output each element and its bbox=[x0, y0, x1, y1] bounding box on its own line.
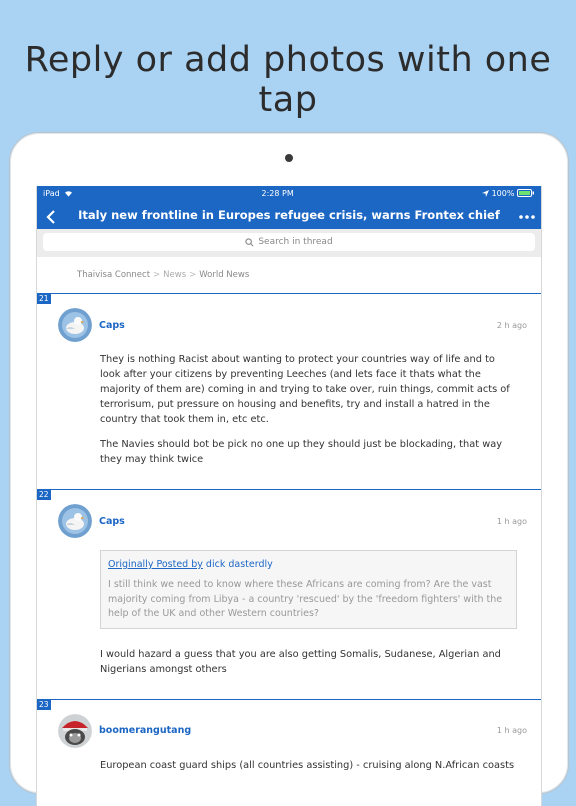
post-time: 1 h ago bbox=[496, 726, 527, 735]
app-screen bbox=[36, 186, 542, 806]
post-paragraph: The Navies should bot be pick no one up they should just be blockading, that way they may think twice bbox=[100, 439, 503, 465]
search-placeholder: Search in thread bbox=[258, 237, 333, 247]
breadcrumb-section[interactable]: World News bbox=[199, 270, 250, 280]
promo-headline: Reply or add photos with one tap bbox=[24, 40, 552, 120]
quote-author[interactable]: dick dasterdly bbox=[205, 559, 273, 570]
quote-block bbox=[100, 550, 517, 629]
post-header bbox=[37, 294, 541, 342]
avatar[interactable] bbox=[58, 714, 92, 748]
post-username[interactable]: Caps bbox=[99, 319, 125, 331]
quote-header bbox=[108, 557, 509, 572]
thread-title: Italy new frontline in Europes refugee crisis, warns Frontex chief bbox=[78, 208, 500, 222]
avatar[interactable] bbox=[58, 308, 92, 342]
post-paragraph: They is nothing Racist about wanting to protect your countries way of life and to look after your citizens by preventing Leeches (and lets face it thats what the majority of them are) coming in and trying to take over, ruin things, commit acts of terrorisum, put pressure on housing and benefits, try and install a hatred in the country that took them in, etc etc. bbox=[100, 354, 510, 425]
camera-dot bbox=[285, 154, 293, 162]
breadcrumb-news[interactable]: News bbox=[163, 270, 187, 280]
post-header bbox=[37, 700, 541, 748]
post-number: 21 bbox=[39, 294, 49, 303]
post-paragraph: European coast guard ships (all countries assisting) - cruising along N.African coasts bbox=[100, 759, 515, 771]
search-input[interactable] bbox=[43, 233, 535, 251]
breadcrumb bbox=[37, 257, 541, 293]
post-body bbox=[37, 342, 541, 489]
avatar[interactable] bbox=[58, 504, 92, 538]
status-right bbox=[482, 189, 535, 198]
search-icon bbox=[245, 238, 254, 247]
post bbox=[37, 293, 541, 489]
post bbox=[37, 489, 541, 699]
orangutan-avatar-icon bbox=[58, 714, 92, 748]
device-label: iPad bbox=[43, 189, 60, 198]
post-number: 22 bbox=[39, 490, 49, 499]
post bbox=[37, 699, 541, 795]
post-header bbox=[37, 490, 541, 538]
post-time: 1 h ago bbox=[496, 516, 527, 526]
more-options-button[interactable] bbox=[513, 207, 541, 223]
breadcrumb-separator: > bbox=[189, 270, 197, 280]
chevron-left-icon bbox=[46, 210, 56, 224]
post-username[interactable]: boomerangutang bbox=[99, 725, 192, 736]
back-button[interactable] bbox=[37, 201, 65, 229]
more-dots-icon bbox=[519, 215, 535, 219]
post-time: 2 h ago bbox=[496, 320, 527, 330]
ipad-frame bbox=[9, 132, 569, 794]
post-username[interactable]: Caps bbox=[99, 515, 125, 527]
battery-icon bbox=[517, 189, 535, 197]
post-body bbox=[37, 538, 541, 699]
location-arrow-icon bbox=[482, 190, 489, 197]
post-number: 23 bbox=[39, 699, 49, 709]
nav-bar bbox=[37, 201, 541, 229]
quote-text: I still think we need to know where these Africans are coming from? Are the vast majority coming from Libya - a country 'rescued' by the 'freedom fighters' with the help of the UK and other Western countries? bbox=[108, 579, 503, 619]
status-left bbox=[43, 189, 73, 198]
status-bar bbox=[37, 186, 541, 201]
quote-prefix-link[interactable]: Originally Posted by bbox=[108, 559, 203, 570]
battery-percent: 100% bbox=[491, 189, 515, 198]
post-body bbox=[37, 748, 541, 795]
breadcrumb-root[interactable]: Thaivisa Connect bbox=[77, 270, 151, 280]
wifi-icon bbox=[64, 190, 73, 197]
seagull-avatar-icon bbox=[58, 504, 92, 538]
breadcrumb-separator: > bbox=[153, 270, 161, 280]
status-time: 2:28 PM bbox=[261, 189, 294, 198]
seagull-avatar-icon bbox=[58, 308, 92, 342]
search-bar bbox=[37, 229, 541, 257]
post-paragraph: I would hazard a guess that you are also getting Somalis, Sudanese, Algerian and Nigerians amongst others bbox=[100, 648, 501, 675]
